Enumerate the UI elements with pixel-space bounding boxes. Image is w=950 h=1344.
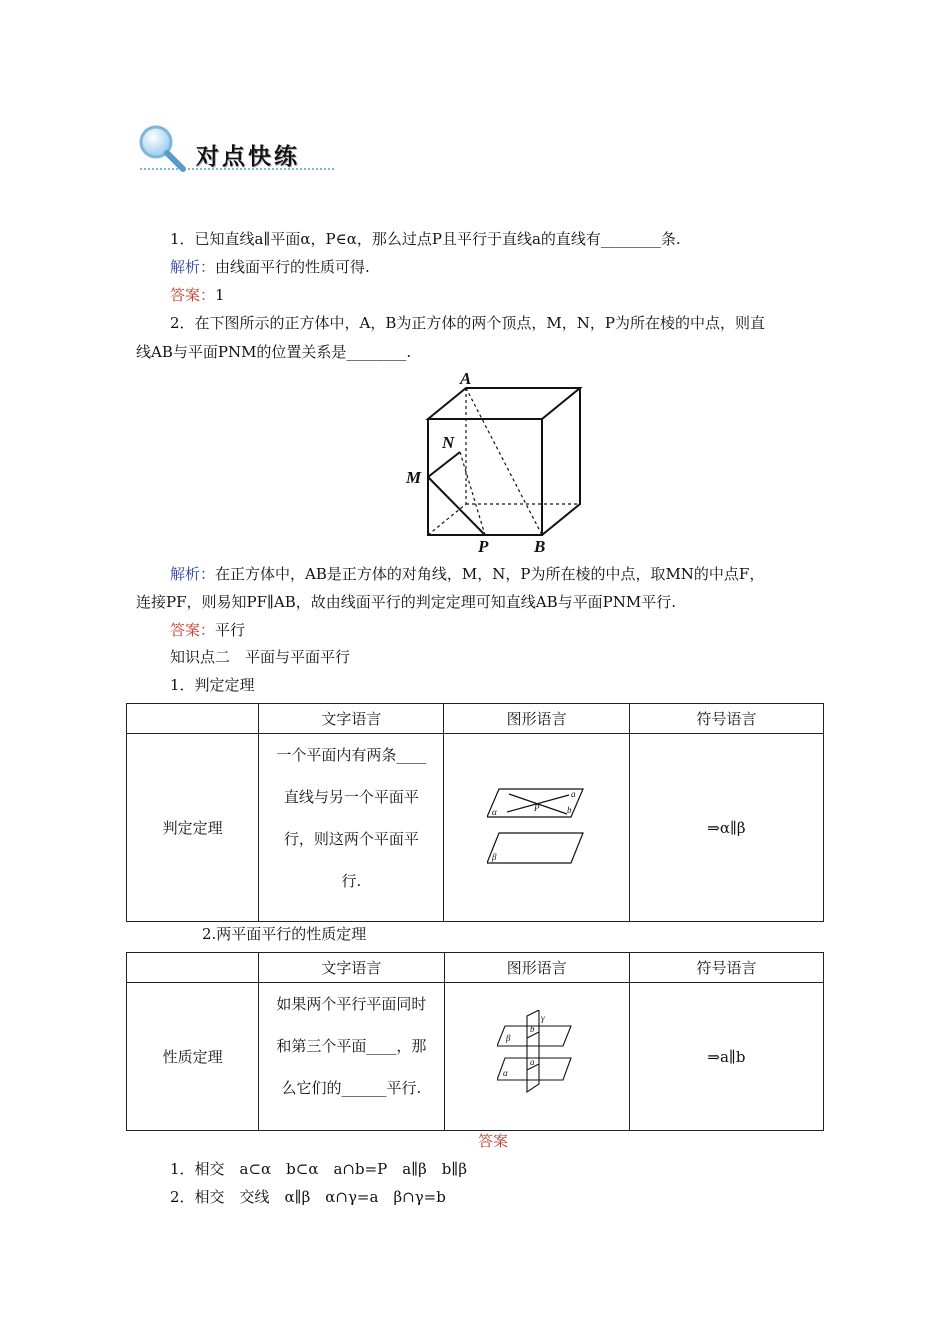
text-line: 一个平面内有两条____ <box>276 746 427 764</box>
label-alpha: α <box>491 806 497 817</box>
label-m: M <box>406 468 422 487</box>
header-cell: 符号语言 <box>629 704 823 734</box>
answer-label: 答案： <box>170 286 216 304</box>
header-cell: 符号语言 <box>629 953 823 983</box>
cube-figure <box>400 368 600 558</box>
q2-analysis-line1 <box>170 564 764 584</box>
banner-title: 对点快练 <box>196 144 300 170</box>
q1-analysis <box>170 257 370 277</box>
answers-line-2: 2．相交 交线 α∥β α∩γ=a β∩γ=b <box>170 1188 446 1206</box>
question-1: 1．已知直线a∥平面α，P∈α，那么过点P且平行于直线a的直线有________条. <box>170 230 681 248</box>
label-b: b <box>529 1023 535 1034</box>
symbol-cell: ⇒α∥β <box>629 734 823 922</box>
q1-answer <box>170 285 225 305</box>
row-label: 性质定理 <box>127 983 259 1131</box>
text-line: 行. <box>341 872 362 890</box>
header-cell <box>127 704 259 734</box>
subsection-1-title: 1．判定定理 <box>170 676 255 694</box>
analysis-text: 在正方体中，AB是正方体的对角线，M，N，P为所在棱的中点，取MN的中点F， <box>215 565 765 583</box>
table-header-row <box>127 704 824 734</box>
judgement-theorem-table <box>126 703 824 922</box>
label-gamma: γ <box>540 1012 545 1023</box>
label-a: a <box>529 1056 535 1067</box>
cube-right-edges <box>542 388 580 535</box>
section-title: 知识点二 平面与平面平行 <box>170 648 351 666</box>
table-row <box>127 983 824 1131</box>
text-line: 直线与另一个平面平 <box>283 788 419 806</box>
text-language-cell <box>259 734 444 922</box>
question-2-line2: 线AB与平面PNM的位置关系是________. <box>136 343 412 361</box>
answer-text: 1 <box>215 286 225 304</box>
label-b: B <box>534 537 546 556</box>
parallel-planes-figure <box>487 781 587 871</box>
label-a: a <box>570 788 576 799</box>
header-cell: 图形语言 <box>444 704 630 734</box>
text-line: 么它们的______平行. <box>281 1079 422 1097</box>
symbol-cell: ⇒a∥b <box>629 983 823 1131</box>
label-p: P <box>478 537 489 556</box>
answers-title: 答案 <box>478 1132 509 1150</box>
plane-beta <box>487 833 583 863</box>
label-alpha: α <box>502 1067 508 1078</box>
figure-cell <box>444 734 630 922</box>
label-beta: β <box>505 1032 511 1043</box>
header-cell: 文字语言 <box>259 704 444 734</box>
subsection-2-title: 2.两平面平行的性质定理 <box>202 925 367 943</box>
table-row <box>127 734 824 922</box>
label-n: N <box>442 433 455 452</box>
intersecting-planes-figure <box>497 1010 577 1100</box>
header-cell: 图形语言 <box>444 953 629 983</box>
label-p: P <box>533 802 540 813</box>
analysis-label: 解析： <box>170 565 216 583</box>
row-label: 判定定理 <box>127 734 259 922</box>
analysis-text: 由线面平行的性质可得. <box>215 258 370 276</box>
text-language-cell <box>259 983 444 1131</box>
label-b: b <box>566 804 572 815</box>
answer-text: 平行 <box>215 621 246 639</box>
analysis-label: 解析： <box>170 258 216 276</box>
cube-top-face <box>428 388 580 419</box>
table-header-row <box>127 953 824 983</box>
text-line: 如果两个平行平面同时 <box>276 995 427 1013</box>
label-beta: β <box>491 851 497 862</box>
header-cell <box>127 953 259 983</box>
q2-answer <box>170 620 245 640</box>
figure-cell <box>444 983 629 1131</box>
answers-line-1: 1．相交 a⊂α b⊂α a∩b=P a∥β b∥β <box>170 1160 468 1178</box>
header-cell: 文字语言 <box>259 953 444 983</box>
line-ab <box>466 388 542 535</box>
line-mn <box>428 452 460 477</box>
question-2-line1: 2．在下图所示的正方体中，A，B为正方体的两个顶点，M，N，P为所在棱的中点，则直 <box>170 314 765 332</box>
label-a: A <box>460 369 472 388</box>
text-line: 和第三个平面____，那 <box>276 1037 427 1055</box>
property-theorem-table <box>126 952 824 1131</box>
q2-analysis-line2: 连接PF，则易知PF∥AB，故由线面平行的判定定理可知直线AB与平面PNM平行. <box>136 593 676 611</box>
answer-label: 答案： <box>170 621 216 639</box>
text-line: 行，则这两个平面平 <box>283 830 419 848</box>
